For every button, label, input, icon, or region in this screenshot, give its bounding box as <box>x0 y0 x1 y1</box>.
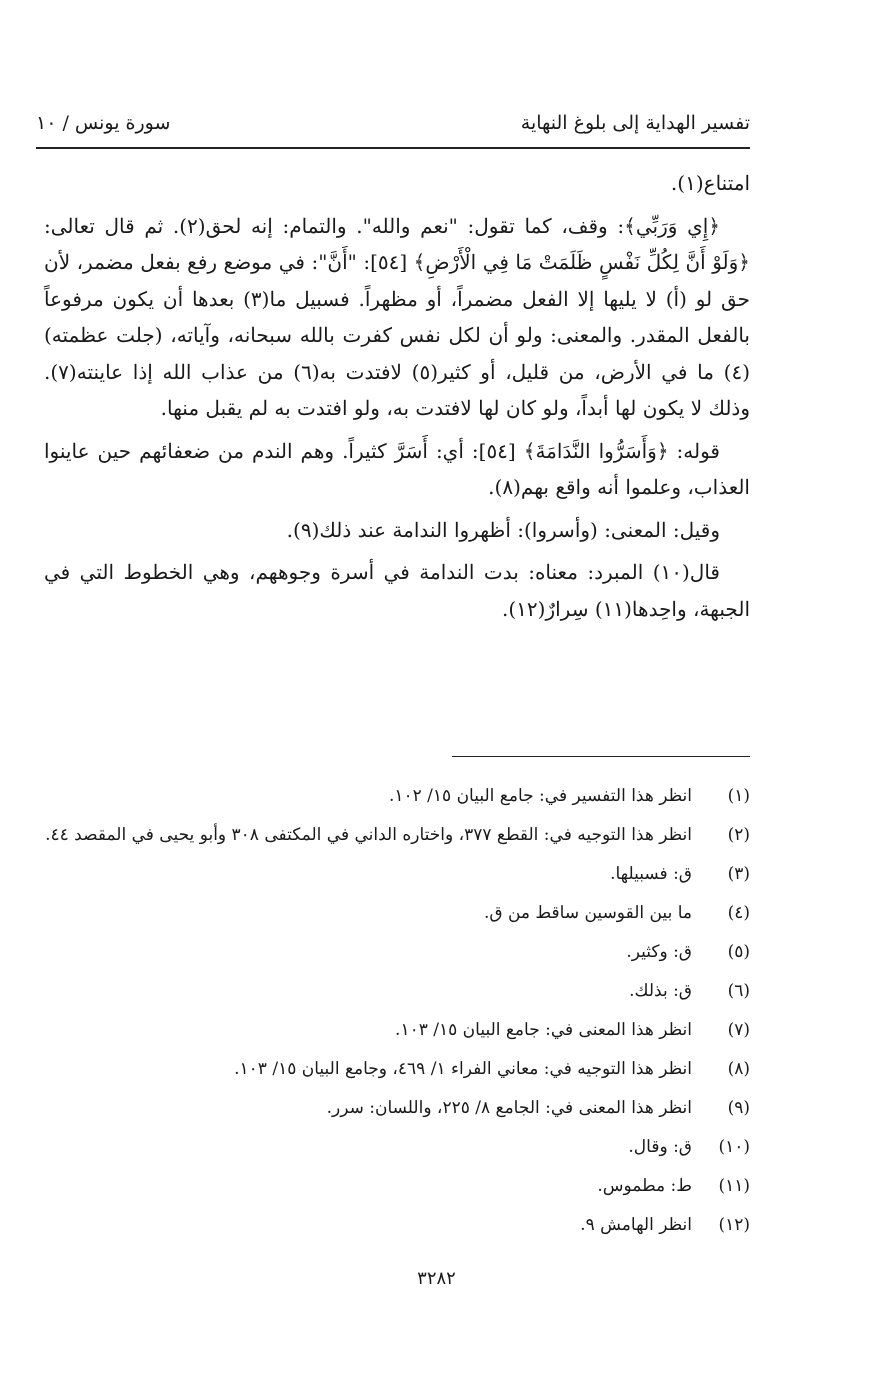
footnote-number: (٦) <box>727 981 750 1001</box>
footnote-number: (١٠) <box>718 1137 750 1157</box>
footnote-number: (٩) <box>727 1098 750 1118</box>
paragraph: ﴿إِي وَرَبِّي﴾: وقف، كما تقول: "نعم والله". والتمام: إنه لحق(٢). ثم قال تعالى: ﴿وَلَوْ أَنَّ لِكُلِّ نَفْسٍ ظَلَمَتْ مَا فِي الْأَرْضِ﴾ [٥٤]: "أَنَّ": في موضع رفع بفعل مضمر، لأن حق لو (أ) لا يليها إلا الفعل مضمراً، أو مظهراً. فسبيل ما(٣) بعدها أن يكون مرفوعاً بالفعل المقدر. والمعنى: ولو أن لكل نفس كفرت بالله سبحانه، وآياته، (جلت عظمته)(٤) ما في الأرض، من قليل، أو كثير(٥) لافتدت به(٦) من عذاب الله إذا عاينته(٧). وذلك لا يكون لها أبداً، ولو كان لها لافتدت به، ولو افتدت به لم يقبل منها. <box>44 213 751 420</box>
footnotes <box>30 777 750 1245</box>
footnote-item <box>30 972 750 1011</box>
footnote-text: انظر هذا المعنى في: الجامع ٨/ ٢٢٥، واللسان: سرر. <box>326 1098 692 1118</box>
footnote-item <box>30 894 750 933</box>
footnote-item <box>30 1011 750 1050</box>
footnote-item <box>30 1128 750 1167</box>
footnote-item <box>30 1167 750 1206</box>
footnote-text: ق: وكثير. <box>626 942 692 962</box>
running-header <box>36 108 750 144</box>
footnote-number: (٨) <box>727 1059 750 1079</box>
footnote-text: ما بين القوسين ساقط من ق. <box>483 903 692 923</box>
surah-label: سورة يونس / ١٠ <box>36 112 171 134</box>
footnote-item <box>30 933 750 972</box>
paragraph: قال(١٠) المبرد: معناه: بدت الندامة في أسرة وجوههم، وهي الخطوط التي في الجبهة، واحِدها(١١) سِرارٌ(١٢). <box>44 560 750 621</box>
footnote-item <box>30 1050 750 1089</box>
footnote-text: انظر الهامش ٩. <box>580 1215 692 1235</box>
footnote-text: ق: بذلك. <box>629 981 692 1001</box>
footnote-item <box>30 1089 750 1128</box>
footnote-text: ق: وقال. <box>628 1137 692 1157</box>
footnote-number: (١٢) <box>718 1215 750 1235</box>
footnote-number: (٤) <box>727 903 750 923</box>
footnote-number: (٣) <box>727 864 750 884</box>
footnote-text: انظر هذا التوجيه في: القطع ٣٧٧، واختاره الداني في المكتفى ٣٠٨ وأبو يحيى في المقصد ٤٤. <box>45 825 692 845</box>
footnote-text: انظر هذا المعنى في: جامع البيان ١٥/ ١٠٣. <box>395 1020 692 1040</box>
footnote-text: انظر هذا التوجيه في: معاني الفراء ١/ ٤٦٩، وجامع البيان ١٥/ ١٠٣. <box>234 1059 692 1079</box>
footnote-text: ق: فسبيلها. <box>610 864 692 884</box>
footnote-number: (٥) <box>727 942 750 962</box>
footnote-item <box>30 1206 750 1245</box>
footnote-divider <box>452 756 750 757</box>
footnote-text: ط: مطموس. <box>597 1176 692 1196</box>
footnote-number: (١١) <box>718 1176 750 1196</box>
paragraph: وقيل: المعنى: (وأسروا): أظهروا الندامة عند ذلك(٩). <box>286 517 720 542</box>
paragraph: امتناع(١). <box>670 171 750 195</box>
footnote-item <box>30 855 750 894</box>
header-divider <box>36 147 750 149</box>
footnote-number: (١) <box>727 786 750 806</box>
footnote-number: (٧) <box>727 1020 750 1040</box>
book-title: تفسير الهداية إلى بلوغ النهاية <box>520 112 750 134</box>
paragraph: قوله: ﴿وَأَسَرُّوا النَّدَامَةَ﴾ [٥٤]: أي: أَسَرَّ كثيراً. وهم الندم من ضعفائهم حين عاينوا العذاب، وعلموا أنه واقع بهم(٨). <box>44 438 750 499</box>
page-number: ٣٢٨٢ <box>417 1268 456 1289</box>
main-text <box>44 165 750 633</box>
footnote-number: (٢) <box>727 825 750 845</box>
footnote-text: انظر هذا التفسير في: جامع البيان ١٥/ ١٠٢. <box>388 786 692 806</box>
footnote-item <box>30 777 750 816</box>
footnote-item <box>30 816 750 855</box>
